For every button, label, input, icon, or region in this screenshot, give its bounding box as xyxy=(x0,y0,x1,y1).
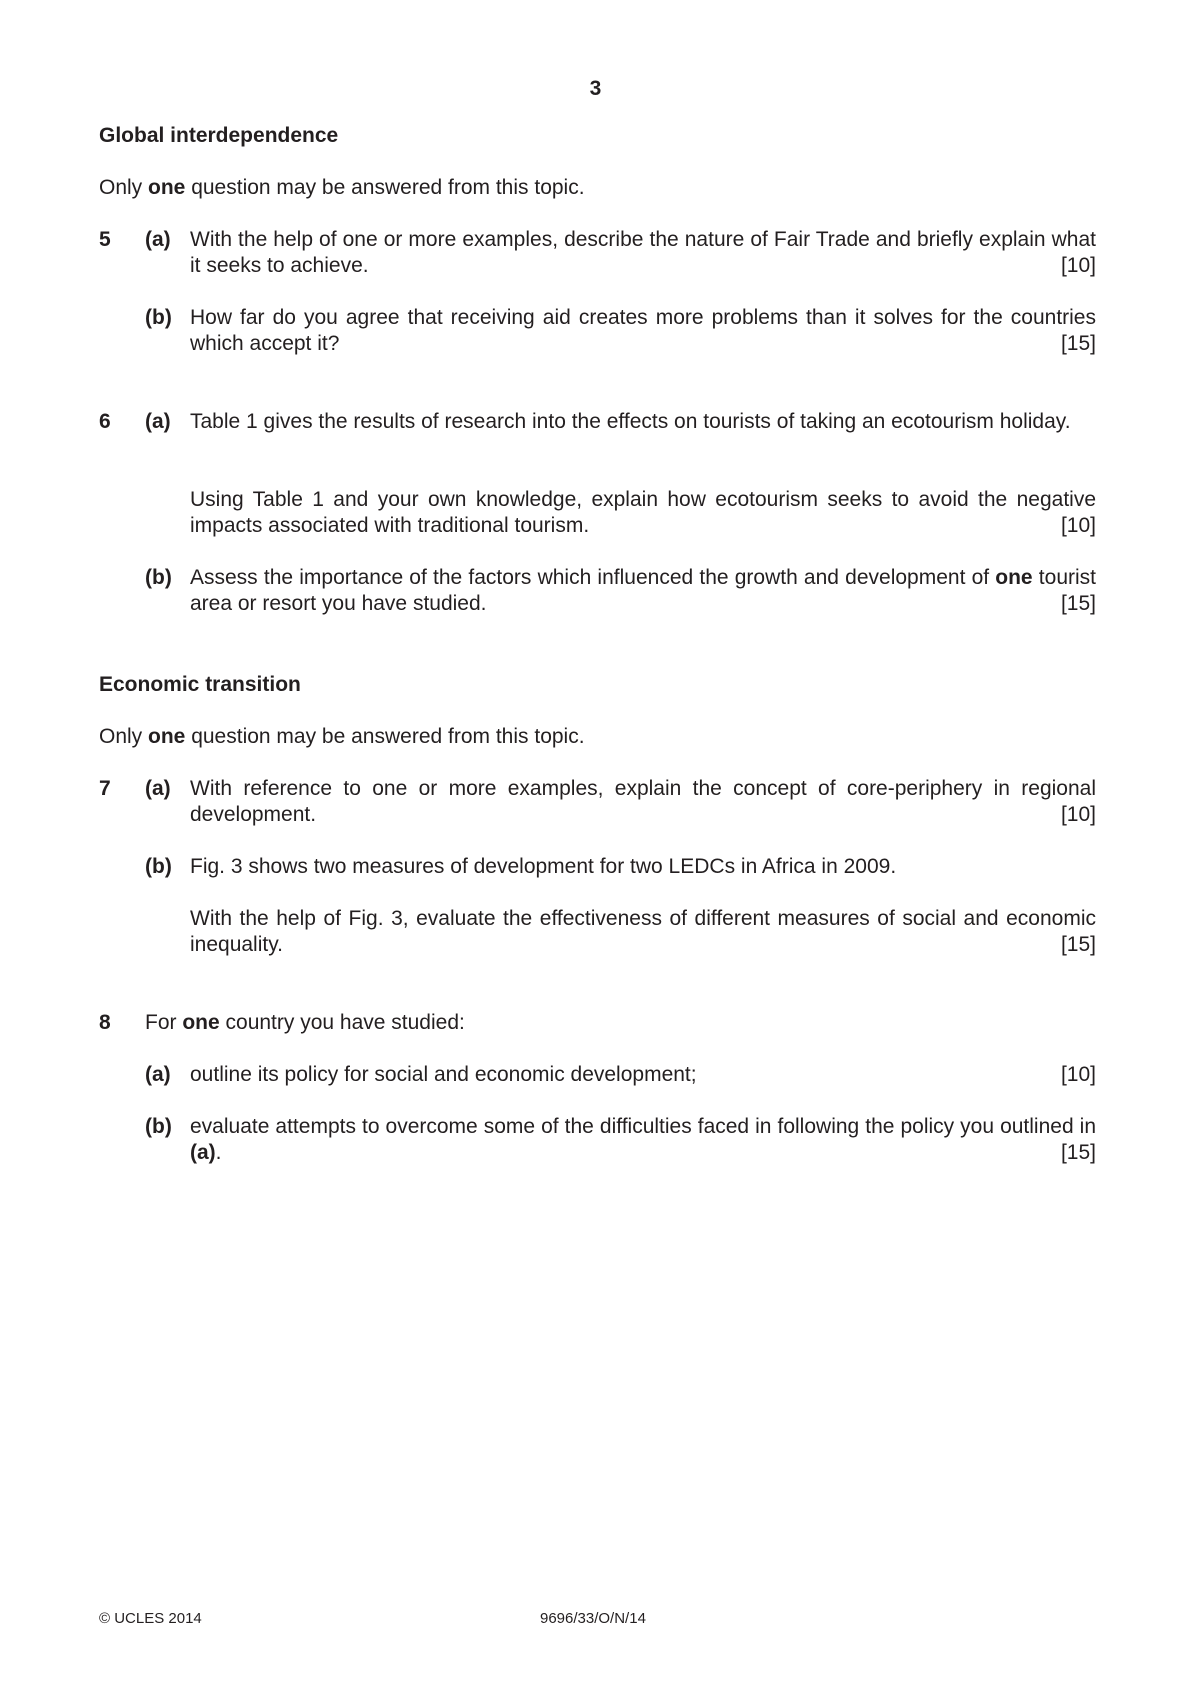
section-instruction xyxy=(99,175,585,201)
question-text-5b xyxy=(190,305,1096,357)
instruction-bold: one xyxy=(148,176,186,199)
part-text: How far do you agree that receiving aid creates more problems than it solves for the countries which accept it? xyxy=(190,306,1096,355)
part-label-5b: (b) xyxy=(145,306,172,329)
marks-8a: [10] xyxy=(1060,1063,1096,1086)
marks-5a: [10] xyxy=(1060,254,1096,277)
instruction-text: question may be answered from this topic. xyxy=(185,176,585,199)
question-text-7b-intro: Fig. 3 shows two measures of development for two LEDCs in Africa in 2009. xyxy=(190,855,897,878)
part-label-8a: (a) xyxy=(145,1063,171,1086)
intro-bold: one xyxy=(182,1011,220,1034)
part-text: . xyxy=(215,1141,222,1164)
instruction-text: Only xyxy=(99,725,149,748)
question-number-6: 6 xyxy=(99,410,111,433)
part-label-6a: (a) xyxy=(145,410,171,433)
part-label-6b: (b) xyxy=(145,566,172,589)
intro-text: country you have studied: xyxy=(219,1011,465,1034)
part-text: With the help of Fig. 3, evaluate the effectiveness of different measures of social and economic inequality. xyxy=(190,907,1096,956)
part-text: outline its policy for social and economic development; xyxy=(190,1063,697,1086)
part-text: tourist area or resort you have studied. xyxy=(190,566,1096,615)
footer-copyright: © UCLES 2014 xyxy=(99,1610,202,1627)
part-text-bold: one xyxy=(995,566,1033,589)
question-text-8b xyxy=(190,1114,1096,1166)
question-text-5a xyxy=(190,227,1096,279)
question-text-7b xyxy=(190,906,1096,958)
part-label-8b: (b) xyxy=(145,1115,172,1138)
section-heading-global-interdependence: Global interdependence xyxy=(99,124,339,147)
instruction-bold: one xyxy=(148,725,186,748)
question-number-8: 8 xyxy=(99,1011,111,1034)
instruction-text: Only xyxy=(99,176,149,199)
part-label-5a: (a) xyxy=(145,228,171,251)
marks-6b: [15] xyxy=(1060,592,1096,615)
question-text-6a-intro: Table 1 gives the results of research into the effects on tourists of taking an ecotourism holiday. xyxy=(190,410,1071,433)
marks-5b: [15] xyxy=(1060,332,1096,355)
part-label-7b: (b) xyxy=(145,855,172,878)
part-text: With reference to one or more examples, explain the concept of core-periphery in regional development. xyxy=(190,777,1096,826)
part-text: With the help of one or more examples, describe the nature of Fair Trade and briefly explain what it seeks to achieve. xyxy=(190,228,1096,277)
question-text-6b xyxy=(190,565,1096,617)
marks-6a: [10] xyxy=(1060,514,1096,537)
question-text-8a xyxy=(190,1062,1096,1088)
question-8-intro xyxy=(145,1010,465,1036)
part-label-7a: (a) xyxy=(145,777,171,800)
footer-paper-code: 9696/33/O/N/14 xyxy=(540,1610,646,1627)
intro-text: For xyxy=(145,1011,183,1034)
page-number: 3 xyxy=(589,77,602,100)
question-text-6a xyxy=(190,487,1096,539)
question-number-7: 7 xyxy=(99,777,111,800)
instruction-text: question may be answered from this topic. xyxy=(185,725,585,748)
question-text-7a xyxy=(190,776,1096,828)
part-text-bold: (a) xyxy=(190,1141,216,1164)
marks-7a: [10] xyxy=(1060,803,1096,826)
part-text: evaluate attempts to overcome some of the difficulties faced in following the policy you outlined in xyxy=(190,1115,1096,1138)
marks-7b: [15] xyxy=(1060,933,1096,956)
part-text: Assess the importance of the factors which influenced the growth and development of xyxy=(190,566,996,589)
section-instruction xyxy=(99,724,585,750)
question-number-5: 5 xyxy=(99,228,111,251)
section-heading-economic-transition: Economic transition xyxy=(99,673,301,696)
marks-8b: [15] xyxy=(1060,1141,1096,1164)
part-text: Using Table 1 and your own knowledge, explain how ecotourism seeks to avoid the negative impacts associated with traditional tourism. xyxy=(190,488,1096,537)
